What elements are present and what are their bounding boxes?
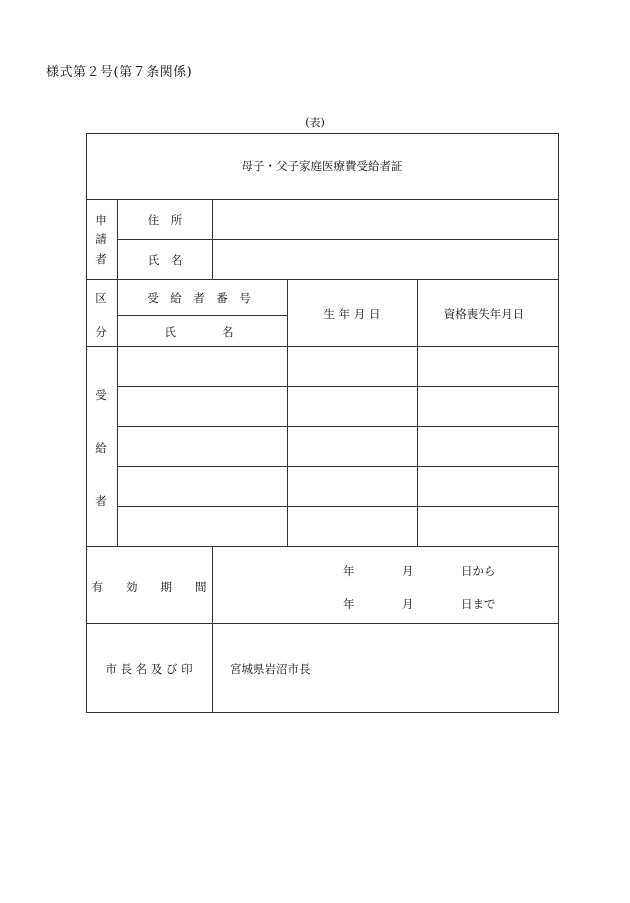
mayor-label: 市 長 名 及 び 印 [105, 662, 193, 676]
validity-from-year-unit: 年 [343, 564, 355, 578]
front-side-label: (表) [305, 116, 325, 129]
validity-label: 有 効 期 間 [91, 580, 207, 594]
recipient-side-char-3: 者 [95, 494, 107, 508]
recipient-name-header: 氏 名 [164, 325, 234, 339]
birthdate-header: 生 年 月 日 [323, 307, 381, 321]
validity-from-month-unit: 月 [402, 564, 414, 578]
validity-until-year-unit: 年 [343, 597, 355, 611]
loss-date-header: 資格喪失年月日 [443, 307, 525, 321]
recipient-side-char-1: 受 [95, 388, 107, 402]
recipient-number-header: 受 給 者 番 号 [147, 291, 251, 305]
category-label-bottom: 分 [95, 325, 107, 339]
certificate-title: 母子・父子家庭医療費受給者証 [241, 159, 403, 173]
mayor-value: 宮城県岩沼市長 [230, 662, 311, 676]
applicant-label-char-2: 請 [95, 232, 107, 246]
validity-until-month-unit: 月 [402, 597, 414, 611]
name-label: 氏 名 [147, 253, 183, 267]
validity-until-day-suffix: 日まで [461, 597, 496, 611]
recipient-side-char-2: 給 [95, 441, 107, 455]
category-label-top: 区 [95, 291, 107, 305]
applicant-label-char-1: 申 [95, 213, 107, 227]
applicant-label-char-3: 者 [95, 252, 107, 266]
address-label: 住 所 [147, 213, 183, 227]
form-number: 様式第２号(第７条関係) [46, 65, 193, 80]
validity-from-day-suffix: 日から [461, 564, 496, 578]
